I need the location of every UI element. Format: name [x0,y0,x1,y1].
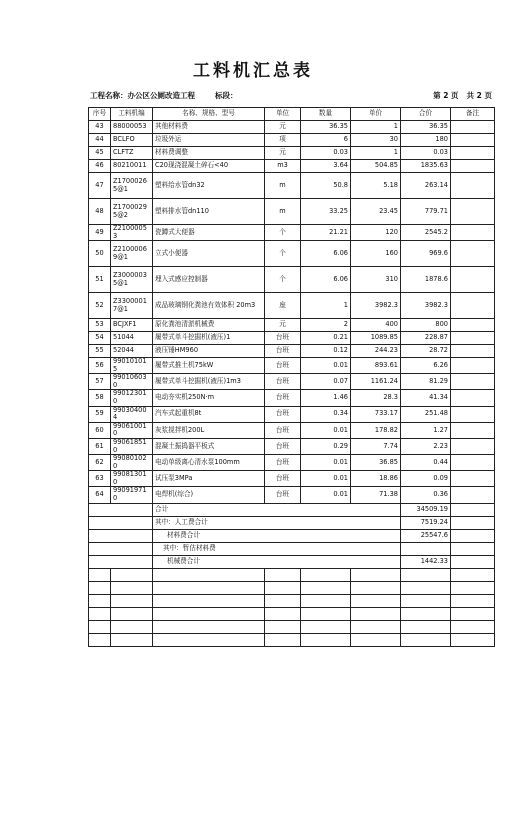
table-body [89,121,495,647]
cell-code: 990123010 [111,390,153,406]
cell-name: 垃圾外运 [153,134,265,147]
cell-price: 1 [351,147,401,160]
blank-cell [401,568,451,581]
summary-blank [89,529,153,542]
cell-unit: 个 [265,225,301,241]
cell-price: 244.23 [351,345,401,358]
cell-unit: 台班 [265,358,301,374]
cell-qty: 6 [301,134,351,147]
cell-qty: 0.01 [301,422,351,438]
blank-cell [111,581,153,594]
table-row [89,332,495,345]
cell-qty: 6.06 [301,267,351,293]
blank-cell [301,581,351,594]
summary-row [89,503,495,516]
table-row [89,438,495,454]
cell-name: 埋入式感应控制器 [153,267,265,293]
cell-no: 61 [89,438,111,454]
cell-note [451,199,495,225]
table-row [89,345,495,358]
cell-unit: 台班 [265,390,301,406]
cell-code: Z30000035@1 [111,267,153,293]
cell-note [451,147,495,160]
cell-qty: 0.34 [301,406,351,422]
cell-no: 64 [89,487,111,503]
col-header-unit: 单位 [265,108,301,121]
section-label: 标段： [215,91,238,100]
cell-note [451,121,495,134]
col-header-no: 序号 [89,108,111,121]
cell-total: 2.23 [401,438,451,454]
table-row [89,134,495,147]
cell-price: 18.86 [351,471,401,487]
cell-qty: 36.35 [301,121,351,134]
summary-row [89,542,495,555]
cell-no: 51 [89,267,111,293]
cell-total: 263.14 [401,173,451,199]
blank-row [89,620,495,633]
cell-price: 160 [351,241,401,267]
summary-total: 1442.33 [401,555,451,568]
cell-no: 62 [89,455,111,471]
cell-no: 45 [89,147,111,160]
cell-note [451,160,495,173]
cell-no: 57 [89,374,111,390]
cell-qty: 0.12 [301,345,351,358]
col-header-total: 合价 [401,108,451,121]
cell-total: 0.44 [401,455,451,471]
cell-no: 52 [89,293,111,319]
cell-price: 1 [351,121,401,134]
cell-total: 779.71 [401,199,451,225]
cell-qty: 0.21 [301,332,351,345]
project-name: 工程名称：办公区公厕改造工程 [90,91,195,100]
cell-qty: 0.07 [301,374,351,390]
cell-unit: 个 [265,241,301,267]
cell-name: 电焊机(综合) [153,487,265,503]
table-row [89,199,495,225]
cell-total: 800 [401,319,451,332]
table-row [89,293,495,319]
summary-row [89,529,495,542]
summary-note [451,555,495,568]
cell-no: 53 [89,319,111,332]
cell-code: Z17000295@2 [111,199,153,225]
table-row [89,173,495,199]
cell-total: 6.26 [401,358,451,374]
cell-no: 63 [89,471,111,487]
cell-total: 1878.6 [401,267,451,293]
cell-name: 汽车式起重机8t [153,406,265,422]
cell-unit: 元 [265,319,301,332]
cell-unit: 台班 [265,471,301,487]
cell-name: 其他材料费 [153,121,265,134]
cell-qty: 50.8 [301,173,351,199]
cell-name: 原化粪池清淤机械费 [153,319,265,332]
blank-cell [89,594,111,607]
cell-code: 990813010 [111,471,153,487]
table-row [89,121,495,134]
cell-qty: 0.01 [301,471,351,487]
blank-cell [301,633,351,646]
cell-code: Z33000017@1 [111,293,153,319]
cell-no: 44 [89,134,111,147]
cell-note [451,345,495,358]
blank-cell [153,620,265,633]
blank-row [89,568,495,581]
cell-name: 电动夯实机250N·m [153,390,265,406]
table-row [89,374,495,390]
cell-code: BCJXF1 [111,319,153,332]
cell-total: 36.35 [401,121,451,134]
cell-note [451,406,495,422]
cell-total: 1835.63 [401,160,451,173]
cell-name: 电动单级离心清水泵100mm [153,455,265,471]
blank-cell [111,607,153,620]
cell-name: 试压泵3MPa [153,471,265,487]
cell-qty: 2 [301,319,351,332]
blank-cell [401,581,451,594]
table-header-row [89,108,495,121]
cell-price: 733.17 [351,406,401,422]
cell-name: 灰浆搅拌机200L [153,422,265,438]
blank-cell [451,620,495,633]
summary-table [88,107,495,647]
blank-cell [451,568,495,581]
col-header-name: 名称、规格、型号 [153,108,265,121]
cell-code: Z21000069@1 [111,241,153,267]
blank-row [89,607,495,620]
cell-qty: 0.01 [301,455,351,471]
col-header-code: 工料机编 [111,108,153,121]
page-title: 工料机汇总表 [193,61,313,81]
table-row [89,390,495,406]
summary-total: 34509.19 [401,503,451,516]
cell-note [451,438,495,454]
cell-qty: 21.21 [301,225,351,241]
table-row [89,267,495,293]
cell-price: 893.61 [351,358,401,374]
cell-total: 0.03 [401,147,451,160]
blank-cell [451,607,495,620]
cell-qty: 0.03 [301,147,351,160]
table-row [89,455,495,471]
summary-blank [89,542,153,555]
blank-cell [89,633,111,646]
cell-no: 54 [89,332,111,345]
blank-cell [301,594,351,607]
blank-cell [301,620,351,633]
cell-note [451,358,495,374]
table-row [89,422,495,438]
cell-unit: 个 [265,267,301,293]
blank-cell [451,581,495,594]
cell-qty: 0.01 [301,358,351,374]
cell-name: 塑料给水管dn32 [153,173,265,199]
cell-note [451,173,495,199]
blank-cell [153,594,265,607]
blank-row [89,633,495,646]
cell-note [451,293,495,319]
cell-code: 990919710 [111,487,153,503]
blank-cell [111,633,153,646]
cell-no: 56 [89,358,111,374]
page-indicator [433,90,492,101]
cell-name: 材料费调整 [153,147,265,160]
cell-name: C20现浇混凝土碎石<40 [153,160,265,173]
blank-cell [351,633,401,646]
cell-total: 180 [401,134,451,147]
cell-qty: 1.46 [301,390,351,406]
table-row [89,147,495,160]
cell-code: CLFTZ [111,147,153,160]
summary-label: 合计 [153,503,401,516]
blank-row [89,594,495,607]
cell-unit: 台班 [265,332,301,345]
blank-cell [351,594,401,607]
blank-cell [153,568,265,581]
cell-total: 969.6 [401,241,451,267]
blank-cell [451,633,495,646]
blank-row [89,581,495,594]
cell-code: 990610010 [111,422,153,438]
cell-name: 履带式单斗挖掘机(液压)1m3 [153,374,265,390]
cell-unit: 元 [265,121,301,134]
blank-cell [401,620,451,633]
cell-no: 55 [89,345,111,358]
cell-note [451,455,495,471]
cell-price: 5.18 [351,173,401,199]
summary-total [401,542,451,555]
blank-cell [401,594,451,607]
cell-no: 48 [89,199,111,225]
blank-cell [265,633,301,646]
cell-price: 1089.85 [351,332,401,345]
summary-blank [89,503,153,516]
cell-name: 塑料排水管dn110 [153,199,265,225]
summary-row [89,516,495,529]
blank-cell [265,594,301,607]
col-header-qty: 数量 [301,108,351,121]
table-row [89,319,495,332]
summary-label: 材料费合计 [153,529,401,542]
cell-total: 0.36 [401,487,451,503]
cell-code: Z21000053 [111,225,153,241]
blank-cell [265,620,301,633]
blank-cell [111,620,153,633]
cell-no: 58 [89,390,111,406]
cell-name: 混凝土振捣器平板式 [153,438,265,454]
blank-cell [89,620,111,633]
cell-note [451,332,495,345]
blank-cell [351,581,401,594]
summary-note [451,529,495,542]
cell-unit: 台班 [265,422,301,438]
summary-note [451,542,495,555]
cell-code: 80210011 [111,160,153,173]
cell-price: 504.85 [351,160,401,173]
cell-code: 990801020 [111,455,153,471]
summary-label: 其中：暂估材料费 [153,542,401,555]
cell-no: 46 [89,160,111,173]
blank-cell [111,568,153,581]
cell-total: 0.09 [401,471,451,487]
cell-price: 3982.3 [351,293,401,319]
cell-name: 履带式推土机75kW [153,358,265,374]
blank-cell [351,607,401,620]
col-header-note: 备注 [451,108,495,121]
cell-qty: 1 [301,293,351,319]
cell-total: 3982.3 [401,293,451,319]
table-row [89,406,495,422]
blank-cell [265,607,301,620]
cell-unit: m [265,199,301,225]
blank-cell [451,594,495,607]
cell-total: 2545.2 [401,225,451,241]
cell-qty: 0.01 [301,487,351,503]
cell-note [451,319,495,332]
cell-qty: 0.29 [301,438,351,454]
cell-no: 50 [89,241,111,267]
summary-note [451,516,495,529]
table-row [89,471,495,487]
cell-total: 28.72 [401,345,451,358]
blank-cell [89,568,111,581]
total-pages: 共 2 页 [466,91,492,100]
table-row [89,358,495,374]
cell-price: 400 [351,319,401,332]
cell-note [451,390,495,406]
cell-total: 251.48 [401,406,451,422]
cell-code: 990101015 [111,358,153,374]
cell-note [451,225,495,241]
cell-unit: 台班 [265,374,301,390]
summary-blank [89,516,153,529]
cell-note [451,471,495,487]
blank-cell [351,620,401,633]
cell-note [451,422,495,438]
cell-code: 51044 [111,332,153,345]
page-number: 第 2 页 [433,91,459,100]
cell-qty: 6.06 [301,241,351,267]
cell-note [451,487,495,503]
blank-cell [301,568,351,581]
table-row [89,241,495,267]
summary-label: 其中：人工费合计 [153,516,401,529]
cell-code: 990304004 [111,406,153,422]
cell-unit: 元 [265,147,301,160]
cell-code: 88000053 [111,121,153,134]
header-meta [90,90,492,101]
cell-code: Z17000265@1 [111,173,153,199]
cell-no: 47 [89,173,111,199]
blank-cell [89,581,111,594]
blank-cell [111,594,153,607]
cell-price: 71.38 [351,487,401,503]
summary-total: 25547.6 [401,529,451,542]
cell-no: 60 [89,422,111,438]
cell-price: 120 [351,225,401,241]
cell-price: 30 [351,134,401,147]
blank-cell [401,633,451,646]
cell-total: 41.34 [401,390,451,406]
cell-name: 瓷蹲式大便器 [153,225,265,241]
table-row [89,487,495,503]
cell-unit: m [265,173,301,199]
cell-price: 178.82 [351,422,401,438]
cell-unit: 项 [265,134,301,147]
blank-cell [265,568,301,581]
col-header-price: 单价 [351,108,401,121]
cell-code: BCLFO [111,134,153,147]
cell-unit: 台班 [265,487,301,503]
cell-total: 228.87 [401,332,451,345]
cell-unit: 台班 [265,406,301,422]
summary-total: 7519.24 [401,516,451,529]
cell-no: 43 [89,121,111,134]
cell-price: 310 [351,267,401,293]
cell-no: 49 [89,225,111,241]
cell-unit: 座 [265,293,301,319]
cell-price: 1161.24 [351,374,401,390]
blank-cell [89,607,111,620]
cell-qty: 3.64 [301,160,351,173]
cell-note [451,134,495,147]
cell-note [451,241,495,267]
blank-cell [351,568,401,581]
cell-name: 履带式单斗挖掘机(液压)1 [153,332,265,345]
cell-name: 立式小便器 [153,241,265,267]
cell-unit: 台班 [265,438,301,454]
summary-note [451,503,495,516]
cell-no: 59 [89,406,111,422]
blank-cell [153,633,265,646]
blank-cell [153,607,265,620]
cell-unit: m3 [265,160,301,173]
cell-note [451,374,495,390]
blank-cell [265,581,301,594]
cell-price: 23.45 [351,199,401,225]
cell-price: 7.74 [351,438,401,454]
cell-price: 28.3 [351,390,401,406]
table-row [89,225,495,241]
cell-total: 81.29 [401,374,451,390]
blank-cell [153,581,265,594]
cell-note [451,267,495,293]
cell-qty: 33.25 [301,199,351,225]
cell-price: 36.85 [351,455,401,471]
cell-code: 990618510 [111,438,153,454]
table-row [89,160,495,173]
summary-label: 机械费合计 [153,555,401,568]
cell-unit: 台班 [265,455,301,471]
blank-cell [401,607,451,620]
summary-blank [89,555,153,568]
blank-cell [301,607,351,620]
summary-row [89,555,495,568]
cell-name: 成品玻璃钢化粪池有效体积 20m3 [153,293,265,319]
cell-code: 990106030 [111,374,153,390]
cell-total: 1.27 [401,422,451,438]
cell-unit: 台班 [265,345,301,358]
cell-name: 液压锤HM960 [153,345,265,358]
cell-code: 52044 [111,345,153,358]
